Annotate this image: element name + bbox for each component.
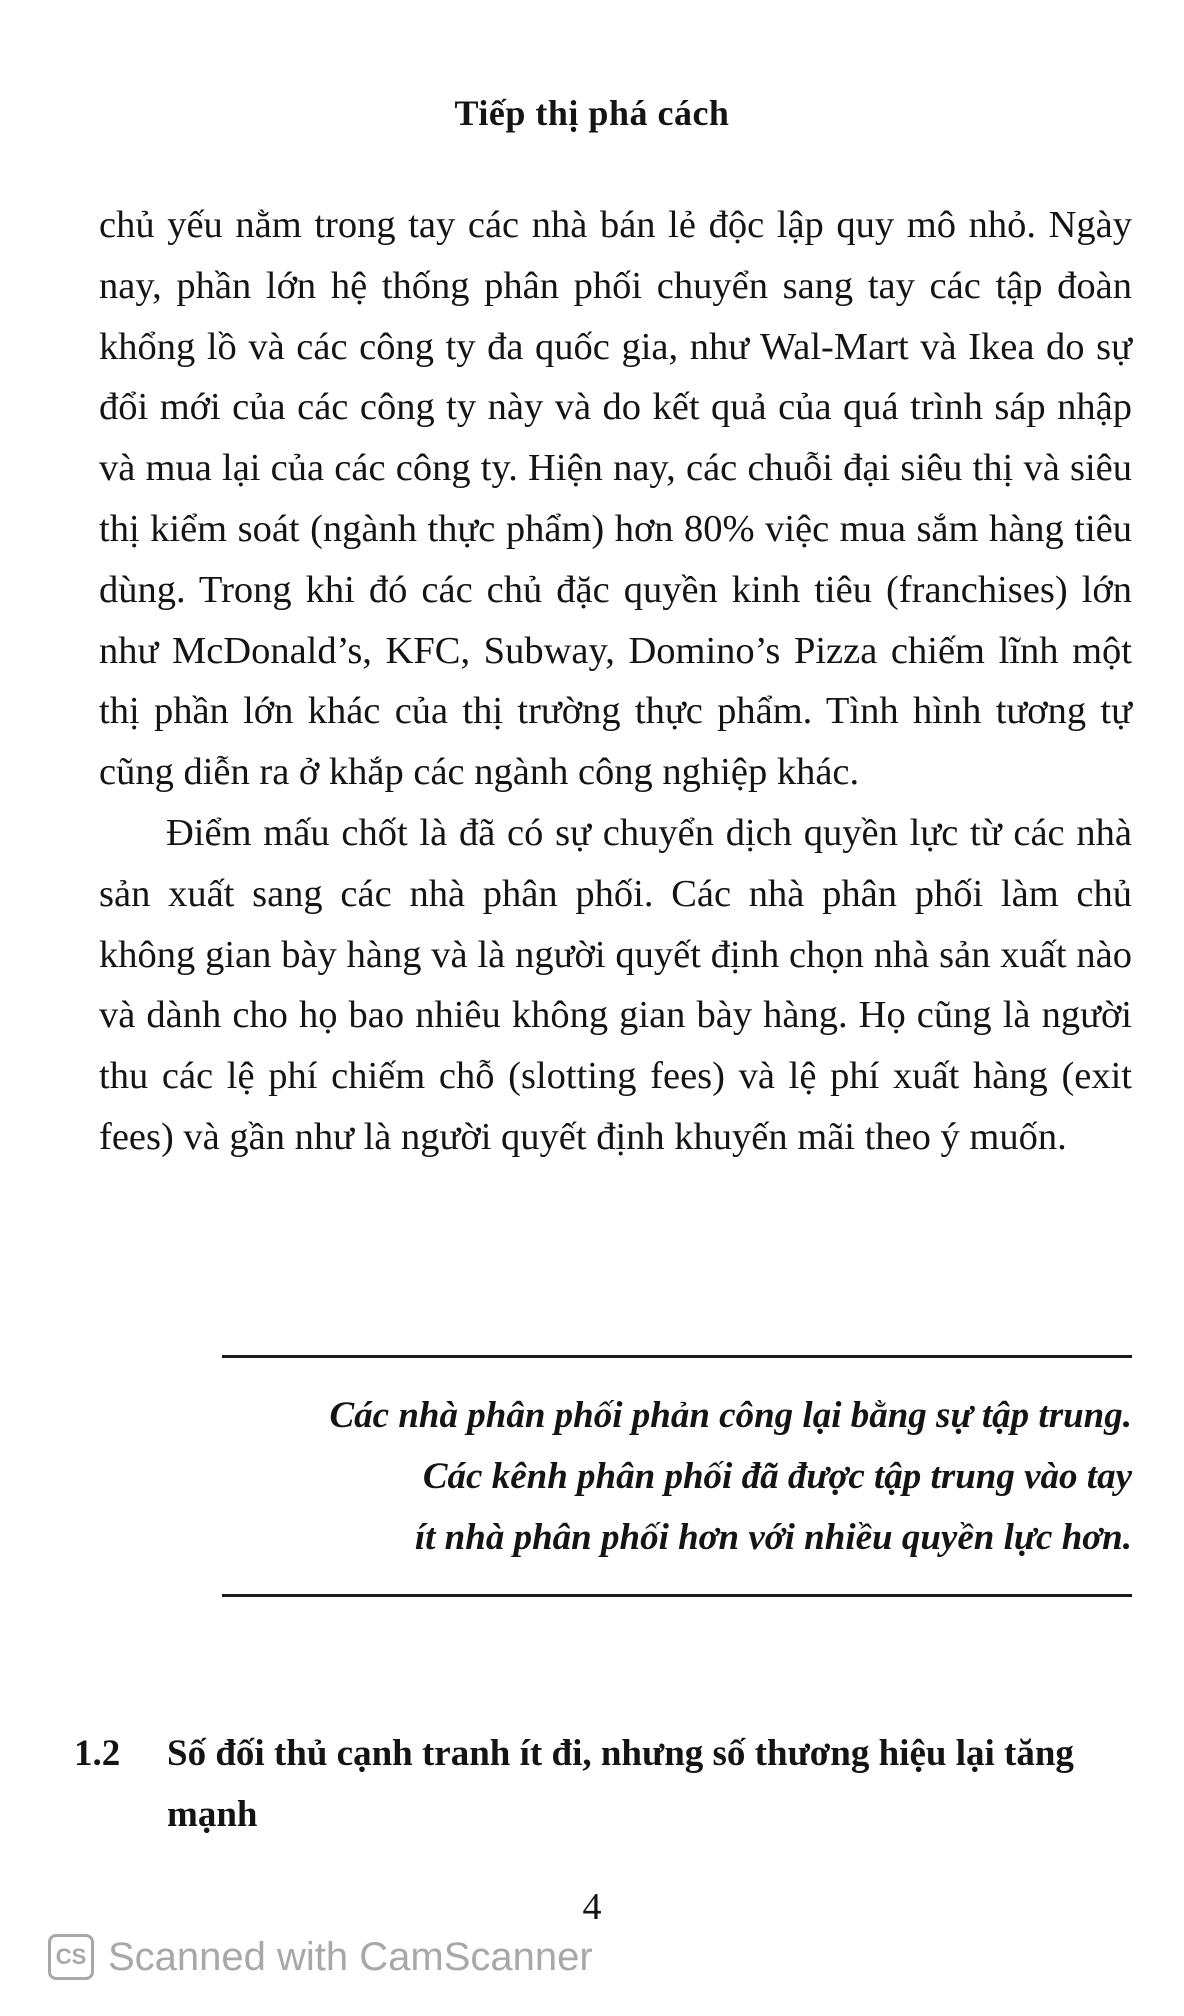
section-title: Số đối thủ cạnh tranh ít đi, nhưng số thương hiệu lại tăng mạnh bbox=[167, 1733, 1074, 1835]
pull-quote-bottom-rule bbox=[222, 1594, 1132, 1597]
paragraph-continued: chủ yếu nằm trong tay các nhà bán lẻ độc lập quy mô nhỏ. Ngày nay, phần lớn hệ thống phân phối chuyển sang tay các tập đoàn khổng lồ và các công ty đa quốc gia, như Wal-Mart và Ikea do sự đổi mới của các công ty này và do kết quả của quá trình sáp nhập và mua lại của các công ty. Hiện nay, các chuỗi đại siêu thị và siêu thị kiểm soát (ngành thực phẩm) hơn 80% việc mua sắm hàng tiêu dùng. Trong khi đó các chủ đặc quyền kinh tiêu (franchises) lớn như McDonald’s, KFC, Subway, Domino’s Pizza chiếm lĩnh một thị phần lớn khác của thị trường thực phẩm. Tình hình tương tự cũng diễn ra ở khắp các ngành công nghiệp khác. bbox=[99, 204, 1132, 794]
pull-quote bbox=[222, 1355, 1132, 1597]
pull-quote-line: ít nhà phân phối hơn với nhiều quyền lực hơn. bbox=[414, 1517, 1132, 1558]
pull-quote-text bbox=[222, 1358, 1132, 1594]
running-header: Tiếp thị phá cách bbox=[454, 93, 730, 133]
body-text bbox=[99, 195, 1132, 1168]
paragraph-key-point: Điểm mấu chốt là đã có sự chuyển dịch quyền lực từ các nhà sản xuất sang các nhà phân phối. Các nhà phân phối làm chủ không gian bày hàng và là người quyết định chọn nhà sản xuất nào và dành cho họ bao nhiêu không gian bày hàng. Họ cũng là người thu các lệ phí chiếm chỗ (slotting fees) và lệ phí xuất hàng (exit fees) và gần như là người quyết định khuyến mãi theo ý muốn. bbox=[99, 811, 1132, 1158]
section-heading bbox=[74, 1723, 1114, 1845]
page-number: 4 bbox=[582, 1886, 602, 1928]
pull-quote-line: Các kênh phân phối đã được tập trung vào tay bbox=[422, 1456, 1132, 1497]
pull-quote-line: Các nhà phân phối phản công lại bằng sự tập trung. bbox=[329, 1395, 1132, 1436]
section-number: 1.2 bbox=[74, 1733, 121, 1774]
watermark-text: Scanned with CamScanner bbox=[108, 1934, 593, 1979]
camscanner-logo-icon: CS bbox=[48, 1934, 94, 1980]
camscanner-watermark bbox=[48, 1934, 593, 1980]
